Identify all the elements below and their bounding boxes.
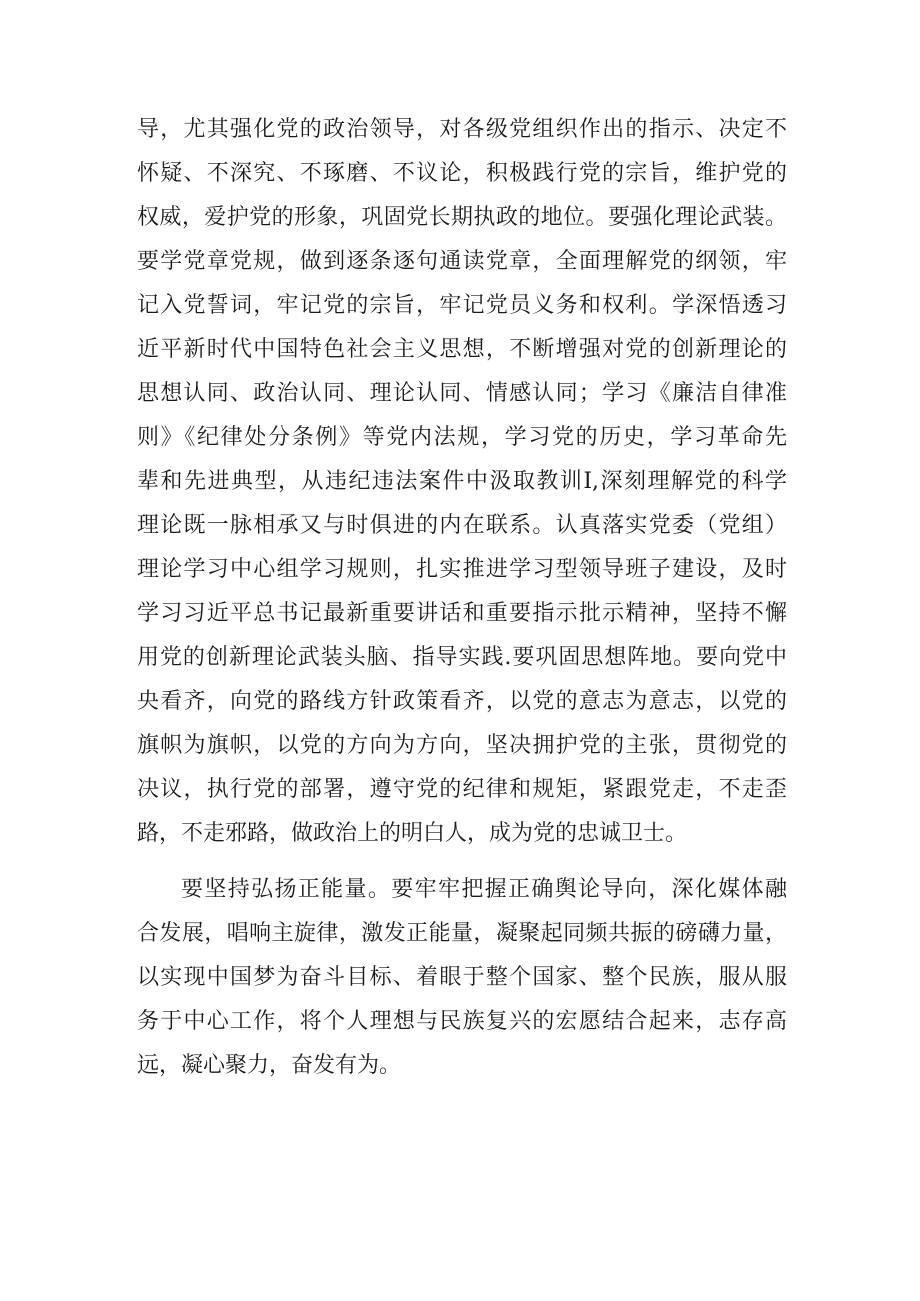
text-line: 旗帜为旗帜，以党的方向为方向，坚决拥护党的主张，贯彻党的	[137, 733, 787, 758]
text-line: 理论学习中心组学习规则，扎实推进学习型领导班子建设，及时	[137, 557, 787, 582]
text-line: 权威，爱护党的形象，巩固党长期执政的地位。要强化理论武装。	[137, 205, 787, 230]
text-line: 近平新时代中国特色社会主义思想，不断增强对党的创新理论的	[137, 337, 787, 362]
text-line: 要坚持弘扬正能量。要牢牢把握正确舆论导向，深化媒体融	[181, 877, 787, 902]
text-line: 央看齐，向党的路线方针政策看齐，以党的意志为意志，以党的	[137, 689, 787, 714]
text-line: 理论既一脉相承又与时俱进的内在联系。认真落实党委（党组）	[137, 513, 787, 538]
text-line: 思想认同、政治认同、理论认同、情感认同；学习《廉洁自律准	[137, 381, 787, 406]
text-line: 记入党誓词，牢记党的宗旨，牢记党员义务和权利。学深悟透习	[137, 293, 787, 318]
text-line: 则》《纪律处分条例》等党内法规，学习党的历史，学习革命先	[137, 425, 787, 450]
text-line: 辈和先进典型，从违纪违法案件中汲取教训I,深刻理解党的科学	[137, 469, 787, 494]
text-line: 务于中心工作，将个人理想与民族复兴的宏愿结合起来，志存高	[137, 1009, 787, 1034]
text-line: 导，尤其强化党的政治领导，对各级党组织作出的指示、决定不	[137, 117, 787, 142]
text-line: 怀疑、不深究、不琢磨、不议论，积极践行党的宗旨，维护党的	[137, 161, 787, 186]
text-line: 要学党章党规，做到逐条逐句通读党章，全面理解党的纲领，牢	[137, 249, 787, 274]
text-line: 合发展，唱响主旋律，激发正能量，凝聚起同频共振的磅礴力量，	[137, 921, 787, 946]
text-line: 远，凝心聚力，奋发有为。	[137, 1053, 402, 1078]
text-line: 以实现中国梦为奋斗目标、着眼于整个国家、整个民族，服从服	[137, 965, 787, 990]
text-line: 学习习近平总书记最新重要讲话和重要指示批示精神，坚持不懈	[137, 601, 787, 626]
text-line: 决议，执行党的部署，遵守党的纪律和规矩，紧跟党走，不走歪	[137, 777, 787, 802]
text-line: 路，不走邪路，做政治上的明白人，成为党的忠诚卫士。	[137, 821, 688, 846]
text-line: 用党的创新理论武装头脑、指导实践.要巩固思想阵地。要向党中	[137, 645, 787, 670]
